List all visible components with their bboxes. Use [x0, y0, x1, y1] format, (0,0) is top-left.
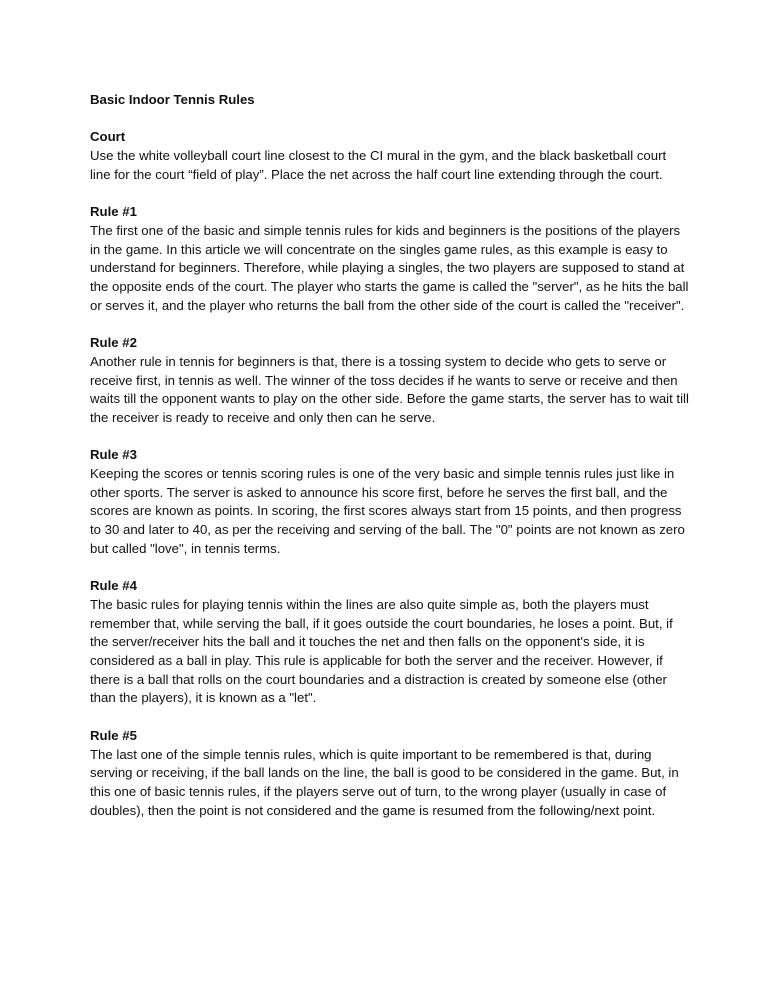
section-body: The first one of the basic and simple tennis rules for kids and beginners is the positions of the players in the game. In this article we will concentrate on the singles game rules, as this example is easy to understand for beginners. Therefore, while playing a singles, the two players are supposed to stand at the opposite ends of the court. The player who starts the game is called the "server", as he hits the ball or serves it, and the player who returns the ball from the other side of the court is called the "receiver". — [90, 222, 689, 313]
section-heading: Rule #3 — [90, 447, 137, 463]
section-body: The last one of the simple tennis rules, which is quite important to be remembered is that, during serving or receiving, if the ball lands on the line, the ball is good to be considered in the game. But, in this one of basic tennis rules, if the players serve out of turn, to the wrong player (usually in case of doubles), then the point is not considered and the game is resumed from the following/next point. — [90, 746, 679, 818]
section-heading: Rule #4 — [90, 578, 137, 594]
section-court — [90, 128, 690, 184]
section-rule-5 — [90, 727, 690, 821]
section-body: Use the white volleyball court line closest to the CI mural in the gym, and the black basketball court line for the court “field of play”. Place the net across the half court line extending through the court. — [90, 148, 667, 182]
section-rule-3 — [90, 446, 690, 558]
section-rule-2 — [90, 334, 690, 428]
section-body: Another rule in tennis for beginners is that, there is a tossing system to decide who gets to serve or receive first, in tennis as well. The winner of the toss decides if he wants to serve or receive and then waits till the opponent wants to play on the other side. Before the game starts, the server has to wait till the receiver is ready to receive and only then can he serve. — [90, 353, 689, 425]
section-heading: Court — [90, 129, 126, 145]
section-heading: Rule #1 — [90, 204, 137, 220]
section-body: The basic rules for playing tennis within the lines are also quite simple as, both the players must remember that, while serving the ball, if it goes outside the court boundaries, he loses a point. But, if the server/receiver hits the ball and it touches the net and then falls on the opponent's side, it is considered as a ball in play. This rule is applicable for both the server and the receiver. However, if there is a ball that rolls on the court boundaries and a distraction is created by someone else (other than the players), it is known as a "let". — [90, 596, 673, 706]
document-page — [90, 91, 690, 839]
document-title: Basic Indoor Tennis Rules — [90, 92, 255, 107]
section-rule-1 — [90, 203, 690, 315]
section-heading: Rule #5 — [90, 727, 137, 743]
section-body: Keeping the scores or tennis scoring rules is one of the very basic and simple tennis rules just like in other sports. The server is asked to announce his score first, before he serves the first ball, and the scores are known as points. In scoring, the first scores always start from 15 points, and then progress to 30 and later to 40, as per the receiving and serving of the ball. The "0" points are not known as zero but called "love", in tennis terms. — [90, 466, 685, 556]
section-heading: Rule #2 — [90, 335, 137, 351]
section-rule-4 — [90, 577, 690, 708]
